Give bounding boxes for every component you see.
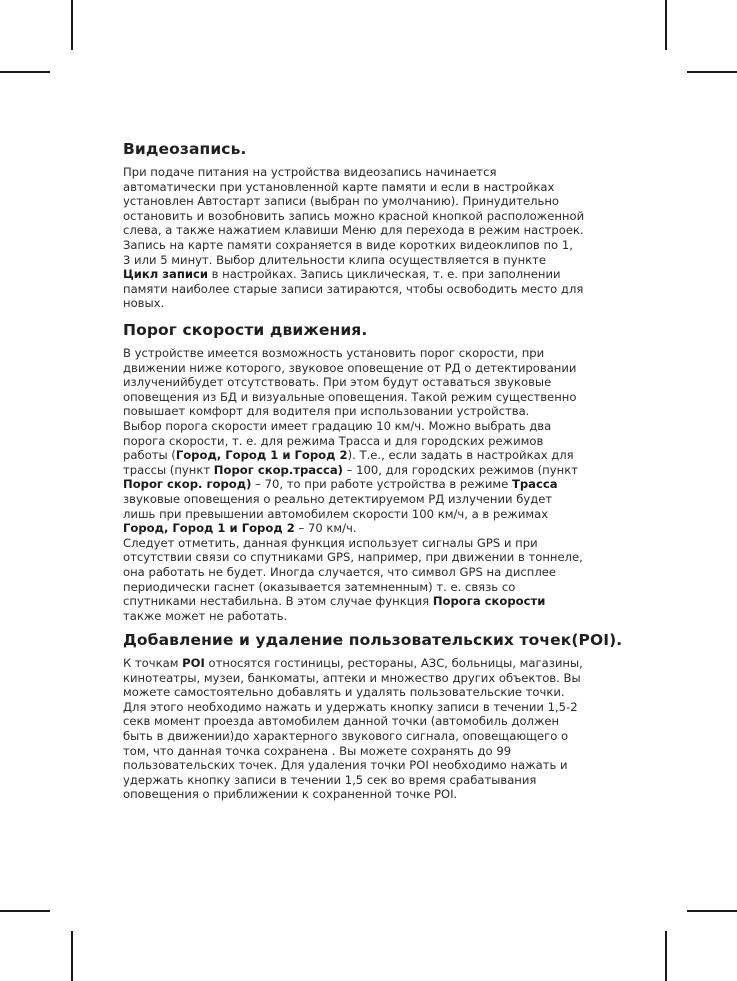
- text-run: кинотеатры, музеи, банкоматы, аптеки и множество других объектов. Вы: [123, 670, 581, 685]
- text-run: 3 или 5 минут. Выбор длительности клипа осуществляется в пункте: [123, 252, 547, 267]
- text-line: [123, 700, 603, 715]
- text-line: [123, 671, 603, 686]
- text-run: порога скорости, т. е. для режима Трасса и для городских режимов: [123, 433, 544, 448]
- text-run: оповещения из БД и визуальные оповещения. Такой режим существенно: [123, 389, 577, 404]
- text-line: [123, 477, 603, 492]
- section-title: Добавление и удаление пользовательских точек(POI).: [123, 631, 623, 649]
- text-line: [123, 787, 603, 802]
- text-line: [123, 685, 603, 700]
- text-run: можете самостоятельно добавлять и удалять пользовательские точки.: [123, 685, 565, 700]
- text-line: [123, 463, 603, 478]
- section-title: Видеозапись.: [123, 140, 247, 158]
- section-user-poi: [123, 630, 623, 802]
- text-run: лишь при превышении автомобилем скорости 100 км/ч, а в режимах: [123, 506, 549, 521]
- text-line: [123, 492, 603, 507]
- crop-mark-top-right-vertical: [665, 0, 667, 50]
- text-run: движении ниже которого, звуковое оповещение от РД о детектировании: [123, 360, 577, 375]
- text-run: спутниками нестабильна. В этом случае функция: [123, 594, 433, 609]
- text-line: [123, 580, 603, 595]
- text-run: памяти наиболее старые записи затираются, чтобы освободить место для: [123, 281, 584, 296]
- section-body: [123, 656, 603, 802]
- bold-term: Порог скор. город): [123, 477, 252, 492]
- text-line: [123, 565, 603, 580]
- section-body: [123, 165, 603, 311]
- text-run: установлен Автостарт записи (выбран по умолчанию). Принудительно: [123, 194, 560, 209]
- text-run: периодически гаснет (оказывается затемненным) т. е. связь со: [123, 579, 516, 594]
- text-line: [123, 282, 603, 297]
- text-run: автоматически при установленной карте памяти и если в настройках: [123, 179, 555, 194]
- text-line: [123, 165, 603, 180]
- text-run: ). Т.е., если задать в настройках для: [347, 448, 574, 463]
- text-run: Для этого необходимо нажать и удержать кнопку записи в течении 1,5-2: [123, 699, 578, 714]
- text-run: звуковые оповещения о реально детектируемом РД излучении будет: [123, 491, 553, 506]
- text-run: – 70 км/ч.: [294, 521, 357, 536]
- text-line: [123, 758, 603, 773]
- text-run: Выбор порога скорости имеет градацию 10 км/ч. Можно выбрать два: [123, 418, 552, 433]
- bold-term: Трасса: [511, 477, 558, 492]
- text-run: также может не работать.: [123, 608, 288, 623]
- text-line: [123, 507, 603, 522]
- text-line: [123, 656, 603, 671]
- bold-term: Город, Город 1 и Город 2: [175, 448, 348, 463]
- text-run: повышает комфорт для водителя при использовании устройства.: [123, 404, 530, 419]
- text-run: слева, а также нажатием клавиши Меню для перехода в режим настроек.: [123, 223, 584, 238]
- crop-mark-top-right-horizontal: [687, 71, 737, 73]
- text-line: [123, 238, 603, 253]
- text-line: [123, 180, 603, 195]
- text-line: [123, 714, 603, 729]
- text-line: [123, 729, 603, 744]
- text-line: [123, 375, 603, 390]
- text-line: [123, 346, 603, 361]
- text-line: [123, 296, 603, 311]
- text-run: – 70, то при работе устройства в режиме: [251, 477, 512, 492]
- text-line: [123, 448, 603, 463]
- text-line: [123, 419, 603, 434]
- text-line: [123, 594, 603, 609]
- bold-term: Цикл записи: [123, 267, 208, 282]
- crop-mark-bottom-left-vertical: [71, 931, 73, 981]
- text-line: [123, 209, 603, 224]
- section-body: [123, 346, 603, 623]
- text-line: [123, 267, 603, 282]
- text-line: [123, 773, 603, 788]
- text-line: [123, 434, 603, 449]
- text-run: удержать кнопку записи в течении 1,5 сек во время срабатывания: [123, 772, 537, 787]
- text-line: [123, 223, 603, 238]
- text-line: [123, 744, 603, 759]
- text-line: [123, 536, 603, 551]
- crop-mark-bottom-left-horizontal: [0, 910, 50, 912]
- section-speed-threshold: [123, 320, 603, 623]
- text-run: новых.: [123, 296, 165, 311]
- text-run: относятся гостиницы, рестораны, АЗС, больницы, магазины,: [204, 656, 583, 670]
- section-video-recording: [123, 139, 603, 311]
- text-run: пользовательских точек. Для удаления точки POI необходимо нажать и: [123, 758, 568, 773]
- section-title: Порог скорости движения.: [123, 321, 368, 339]
- text-line: [123, 361, 603, 376]
- text-run: В устройстве имеется возможность установить порог скорости, при: [123, 346, 545, 360]
- text-run: секв момент проезда автомобилем данной точки (автомобиль должен: [123, 714, 560, 729]
- bold-term: Порог скор.трасса): [213, 462, 343, 477]
- text-line: [123, 404, 603, 419]
- text-run: излученийбудет отсутствовать. При этом будут оставаться звуковые: [123, 375, 552, 390]
- text-line: [123, 521, 603, 536]
- text-run: остановить и возобновить запись можно красной кнопкой расположенной: [123, 208, 585, 223]
- text-run: быть в движении)до характерного звукового сигнала, оповещающего о: [123, 728, 569, 743]
- text-line: [123, 194, 603, 209]
- bold-term: POI: [182, 656, 205, 670]
- text-run: – 100, для городских режимов (пункт: [342, 462, 578, 477]
- text-run: том, что данная точка сохранена . Вы можете сохранять до 99: [123, 743, 512, 758]
- text-run: Следует отметить, данная функция использует сигналы GPS и при: [123, 535, 538, 550]
- text-line: [123, 609, 603, 624]
- text-run: трассы (пункт: [123, 462, 214, 477]
- crop-mark-top-left-vertical: [71, 0, 73, 50]
- crop-mark-bottom-right-horizontal: [687, 910, 737, 912]
- text-run: отсутствии связи со спутниками GPS, например, при движении в тоннеле,: [123, 550, 583, 565]
- text-run: При подаче питания на устройства видеозапись начинается: [123, 165, 497, 179]
- bold-term: Порога скорости: [432, 594, 546, 609]
- crop-mark-bottom-right-vertical: [665, 931, 667, 981]
- text-run: оповещения о приближении к сохраненной точке POI.: [123, 787, 458, 802]
- text-run: работы (: [123, 448, 176, 463]
- text-line: [123, 550, 603, 565]
- text-run: в настройках. Запись циклическая, т. е. при заполнении: [207, 267, 561, 282]
- crop-mark-top-left-horizontal: [0, 71, 50, 73]
- bold-term: Город, Город 1 и Город 2: [123, 521, 295, 536]
- text-run: Запись на карте памяти сохраняется в виде коротких видеоклипов по 1,: [123, 237, 573, 252]
- text-run: К точкам: [123, 656, 183, 670]
- text-run: она работать не будет. Иногда случается, что символ GPS на дисплее: [123, 564, 557, 579]
- text-line: [123, 253, 603, 268]
- text-line: [123, 390, 603, 405]
